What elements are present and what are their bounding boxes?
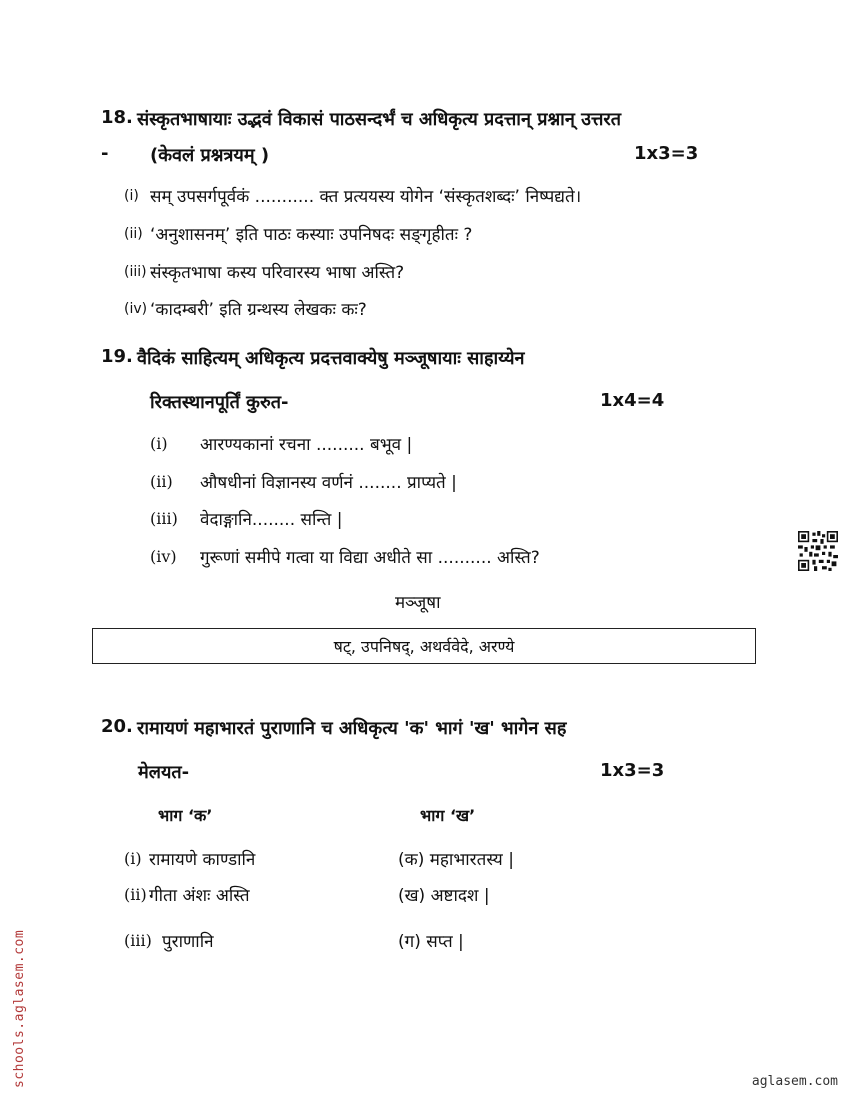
qr-code-icon	[798, 531, 838, 571]
q18-marks: 1x3=3	[634, 143, 699, 164]
q18-item-num: (i)	[124, 188, 139, 204]
manjusha-title: मञ्जूषा	[395, 593, 441, 613]
q18-item-num: (iv)	[124, 301, 148, 317]
q19-item-text: वेदाङ्गानि........ सन्ति |	[200, 510, 343, 530]
q19-number: 19.	[101, 346, 133, 367]
q18-item-text: ‘अनुशासनम्’ इति पाठः कस्याः उपनिषदः सङ्गृहीतः ?	[150, 225, 473, 245]
match-row-num: (iii)	[124, 931, 152, 950]
q18-heading: संस्कृतभाषायाः उद्भवं विकासं पाठसन्दर्भं च अधिकृत्य प्रदत्तान् प्रश्नान् उत्तरत	[137, 109, 622, 130]
match-row-a: रामायणे काण्डानि	[149, 850, 256, 870]
q19-heading: वैदिकं साहित्यम् अधिकृत्य प्रदत्तवाक्येषु मञ्जूषायाः साहाय्येन	[137, 348, 525, 369]
q19-item-text: औषधीनां विज्ञानस्य वर्णनं ........ प्राप्यते |	[200, 473, 457, 493]
match-row-num: (i)	[124, 849, 142, 868]
match-row-b: (क) महाभारतस्य |	[398, 850, 514, 870]
q20-heading: रामायणं महाभारतं पुराणानि च अधिकृत्य 'क' भागं 'ख' भागेन सह	[137, 718, 567, 739]
q19-item-num: (iii)	[150, 509, 178, 528]
match-row-b: (ग) सप्त |	[398, 932, 464, 952]
match-row-num: (ii)	[124, 885, 147, 904]
match-row-b: (ख) अष्टादश |	[398, 886, 490, 906]
footer-watermark: aglasem.com	[751, 1074, 838, 1089]
side-watermark: schools.aglasem.com	[12, 929, 27, 1088]
manjusha-words: षट्, उपनिषद्, अथर्ववेदे, अरण्ये	[333, 637, 515, 656]
q19-marks: 1x4=4	[600, 390, 665, 411]
q19-item-num: (i)	[150, 434, 168, 453]
q19-item-text: गुरूणां समीपे गत्वा या विद्या अधीते सा .......... अस्ति?	[200, 548, 540, 568]
column-a-header: भाग ‘क’	[158, 806, 213, 825]
column-b-header: भाग ‘ख’	[420, 806, 476, 825]
q19-item-num: (ii)	[150, 472, 173, 491]
q18-number: 18.	[101, 107, 133, 128]
q19-subheading: रिक्तस्थानपूर्तिं कुरुत-	[150, 392, 289, 413]
q18-item-num: (ii)	[124, 226, 143, 242]
q18-item-text: संस्कृतभाषा कस्य परिवारस्य भाषा अस्ति?	[150, 263, 405, 283]
q20-marks: 1x3=3	[600, 760, 665, 781]
q20-subheading: मेलयत-	[138, 762, 190, 783]
manjusha-box	[92, 628, 756, 664]
q19-item-num: (iv)	[150, 547, 177, 566]
q20-number: 20.	[101, 716, 133, 737]
q18-subheading: (केवलं प्रश्नत्रयम् )	[150, 145, 270, 166]
q18-item-text: सम् उपसर्गपूर्वकं ........... क्त प्रत्ययस्य योगेन ‘संस्कृतशब्दः’ निष्पद्यते।	[150, 187, 582, 207]
q18-item-text: ‘कादम्बरी’ इति ग्रन्थस्य लेखकः कः?	[150, 300, 367, 320]
match-row-a: गीता अंशः अस्ति	[149, 886, 250, 906]
q19-item-text: आरण्यकानां रचना ......... बभूव |	[200, 435, 413, 455]
q18-item-num: (iii)	[124, 264, 147, 280]
q18-dash: -	[101, 143, 109, 164]
match-row-a: पुराणानि	[162, 932, 214, 952]
